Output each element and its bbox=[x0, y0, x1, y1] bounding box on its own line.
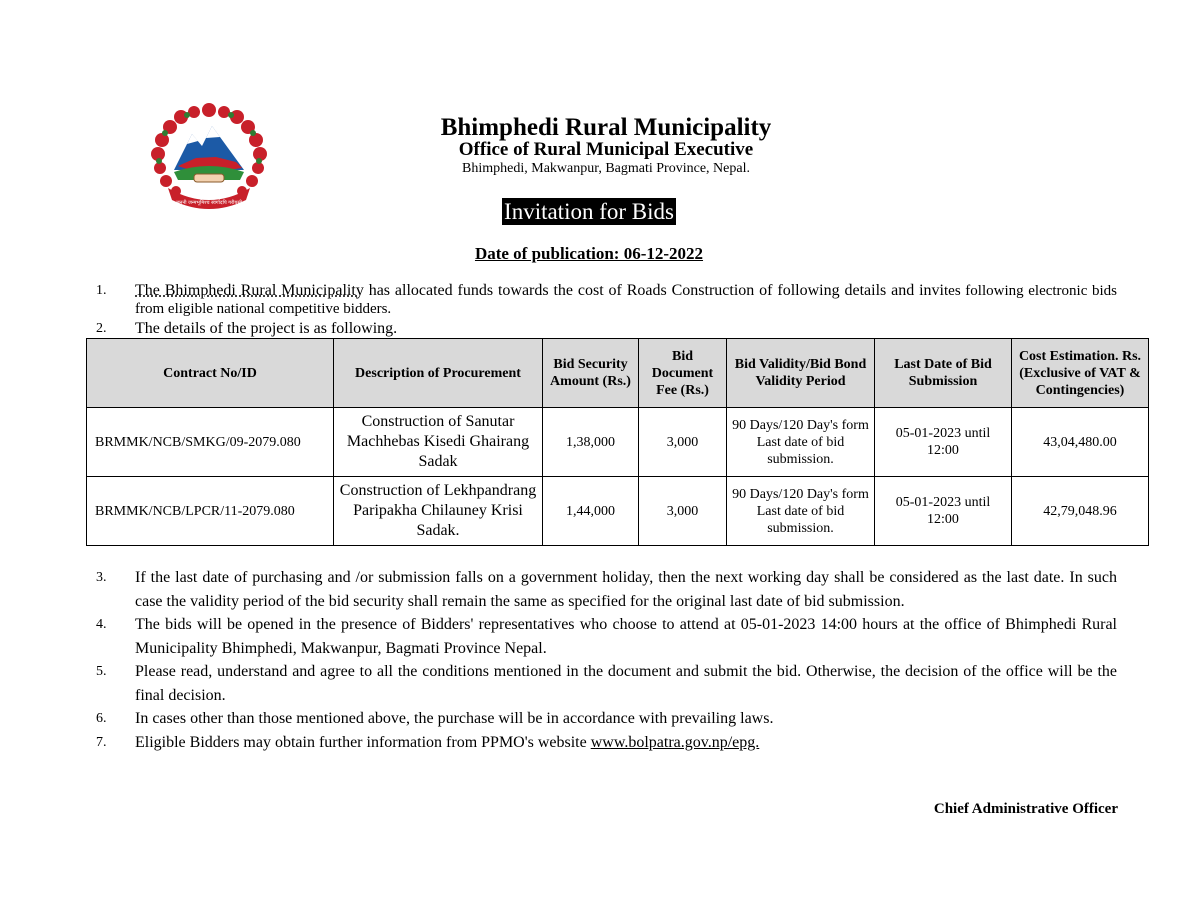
signatory-title: Chief Administrative Officer bbox=[933, 801, 1118, 817]
publication-date: Date of publication: 06-12-2022 bbox=[474, 244, 704, 263]
list-number: 3. bbox=[96, 570, 107, 585]
contract-id-cell: BRMMK/NCB/SMKG/09-2079.080 bbox=[87, 408, 334, 477]
validity-cell: 90 Days/120 Day's form Last date of bid submission. bbox=[727, 477, 875, 546]
last-date-cell: 05-01-2023 until 12:00 bbox=[875, 477, 1012, 546]
list-item bbox=[0, 613, 1178, 660]
list-number: 7. bbox=[96, 734, 107, 750]
notice-title-wrapper bbox=[0, 198, 1178, 225]
list-item bbox=[0, 660, 1178, 707]
office-name: Office of Rural Municipal Executive bbox=[458, 139, 754, 160]
cost-estimate-cell: 42,79,048.96 bbox=[1012, 477, 1149, 546]
list-number: 1. bbox=[96, 283, 107, 298]
table-header-row bbox=[87, 339, 1149, 408]
bid-security-cell: 1,44,000 bbox=[543, 477, 639, 546]
list-item bbox=[0, 566, 1178, 613]
list-item-text: If the last date of purchasing and /or submission falls on a government holiday, then the next working day shall be considered as the last date. In such case the validity period of the bid security shall remain the same as specified for the original last date of bid submission. bbox=[135, 569, 1117, 610]
intro-text-tail: tes following electronic bids from eligible national competitive bidders. bbox=[135, 283, 1118, 317]
column-header: Bid Document Fee (Rs.) bbox=[639, 339, 727, 408]
bid-details-table bbox=[86, 338, 1149, 546]
doc-fee-cell: 3,000 bbox=[639, 477, 727, 546]
column-header: Contract No/ID bbox=[87, 339, 334, 408]
list-item-text: In cases other than those mentioned above, the purchase will be in accordance with prevailing laws. bbox=[135, 710, 774, 727]
intro-text-body: has allocated funds towards the cost of Roads Construction of following details and invi bbox=[363, 282, 944, 299]
list-item-text-body: Eligible Bidders may obtain further information from PPMO's website bbox=[135, 733, 591, 751]
office-address: Bhimphedi, Makwanpur, Bagmati Province, Nepal. bbox=[462, 161, 750, 176]
list-item-text: Please read, understand and agree to all the conditions mentioned in the document and submit the bid. Otherwise, the decision of the office will be the final decision. bbox=[135, 663, 1117, 704]
list-number: 5. bbox=[96, 664, 107, 679]
column-header: Cost Estimation. Rs. (Exclusive of VAT & Contingencies) bbox=[1012, 339, 1149, 408]
table-row bbox=[87, 477, 1149, 546]
column-header: Bid Security Amount (Rs.) bbox=[543, 339, 639, 408]
list-item-text: The bids will be opened in the presence of Bidders' representatives who choose to attend at 05-01-2023 14:00 hours at the office of Bhimphedi Rural Municipality Bhimphedi, Makwanpur, Bagmati Province Nepal. bbox=[135, 616, 1117, 657]
cost-estimate-cell: 43,04,480.00 bbox=[1012, 408, 1149, 477]
organization-name: Bhimphedi Rural Municipality bbox=[440, 114, 772, 141]
bid-security-cell: 1,38,000 bbox=[543, 408, 639, 477]
list-item-text bbox=[135, 731, 1117, 755]
intro-text bbox=[135, 282, 1117, 318]
list-item bbox=[0, 731, 1178, 755]
intro-text: The details of the project is as following. bbox=[135, 320, 398, 337]
doc-fee-cell: 3,000 bbox=[639, 408, 727, 477]
description-cell: Construction of Lekhpandrang Paripakha Chilauney Krisi Sadak. bbox=[334, 477, 543, 546]
conditions-list bbox=[0, 566, 1178, 754]
list-number: 2. bbox=[96, 321, 107, 336]
description-cell: Construction of Sanutar Machhebas Kisedi Ghairang Sadak bbox=[334, 408, 543, 477]
column-header: Last Date of Bid Submission bbox=[875, 339, 1012, 408]
last-date-cell: 05-01-2023 until 12:00 bbox=[875, 408, 1012, 477]
ppmo-website-link[interactable]: www.bolpatra.gov.np/epg. bbox=[590, 733, 760, 751]
column-header: Description of Procurement bbox=[334, 339, 543, 408]
contract-id-cell: BRMMK/NCB/LPCR/11-2079.080 bbox=[87, 477, 334, 546]
municipality-name-link: The Bhimphedi Rural Municipality bbox=[135, 282, 364, 299]
validity-cell: 90 Days/120 Day's form Last date of bid submission. bbox=[727, 408, 875, 477]
svg-text:जननी जन्मभूमिश्च स्वर्गादपि गर: जननी जन्मभूमिश्च स्वर्गादपि गरीयसी bbox=[175, 200, 243, 206]
list-number: 4. bbox=[96, 617, 107, 632]
table-row bbox=[87, 408, 1149, 477]
column-header: Bid Validity/Bid Bond Validity Period bbox=[727, 339, 875, 408]
notice-title: Invitation for Bids bbox=[504, 199, 674, 224]
list-number: 6. bbox=[96, 711, 107, 726]
list-item bbox=[0, 707, 1178, 731]
